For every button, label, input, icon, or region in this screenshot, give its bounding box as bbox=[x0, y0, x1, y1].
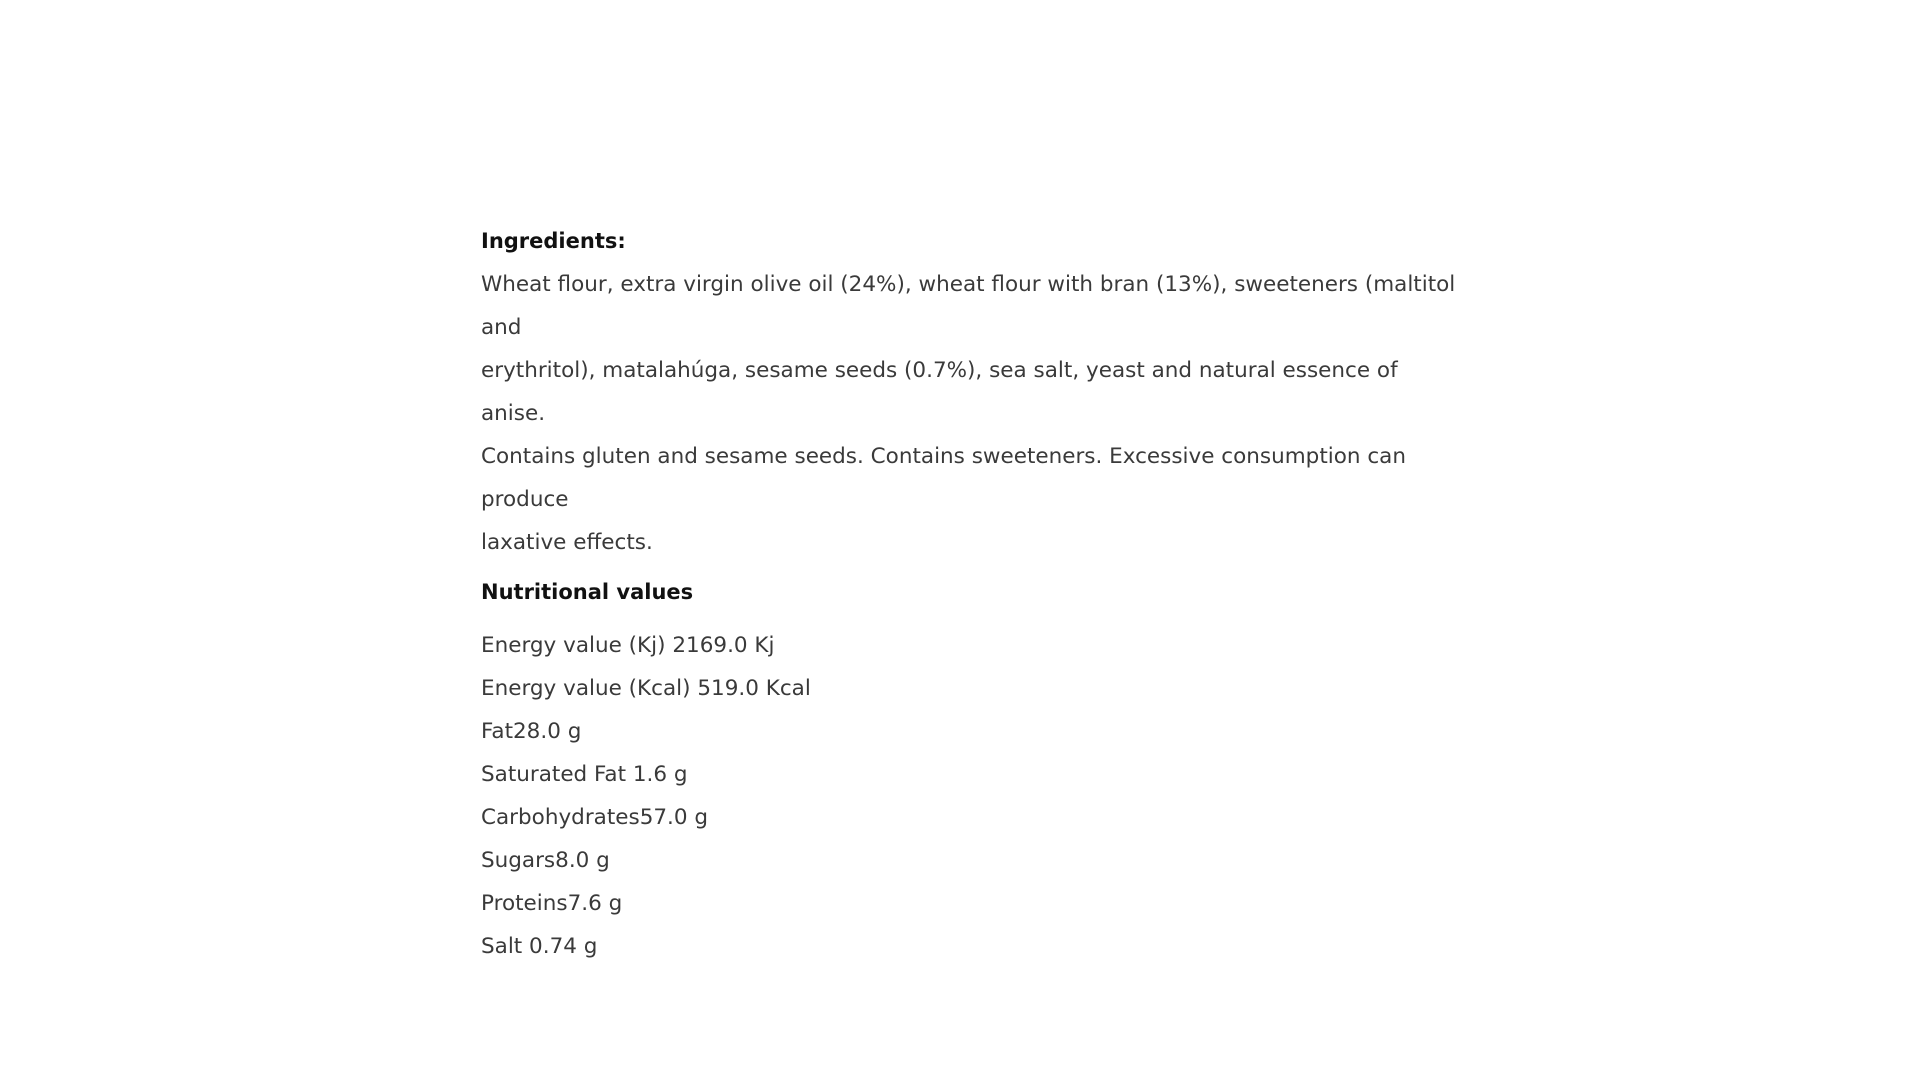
nutrition-heading: Nutritional values bbox=[481, 580, 694, 604]
nutrition-item-energy-kj: Energy value (Kj) 2169.0 Kj bbox=[481, 633, 775, 658]
nutrition-item-saturated-fat: Saturated Fat 1.6 g bbox=[481, 762, 688, 787]
nutrition-item-sugars: Sugars8.0 g bbox=[481, 848, 610, 873]
nutrition-list bbox=[481, 624, 1461, 968]
ingredients-text: Wheat flour, extra virgin olive oil (24%), wheat flour with bran (13%), sweeteners (maltitol and erythritol), matalahúga, sesame seeds (0.7%), sea salt, yeast and natural essence of anise. Contains gluten and sesame seeds. Contains sweeteners. Excessive consumption can produce laxative effects. bbox=[481, 272, 1456, 555]
ingredients-heading: Ingredients: bbox=[481, 229, 626, 253]
nutrition-item-proteins: Proteins7.6 g bbox=[481, 891, 623, 916]
product-details bbox=[481, 225, 1461, 968]
nutrition-item-fat: Fat28.0 g bbox=[481, 719, 582, 744]
nutrition-item-energy-kcal: Energy value (Kcal) 519.0 Kcal bbox=[481, 676, 811, 701]
nutrition-item-carbohydrates: Carbohydrates57.0 g bbox=[481, 805, 709, 830]
nutrition-item-salt: Salt 0.74 g bbox=[481, 934, 598, 959]
